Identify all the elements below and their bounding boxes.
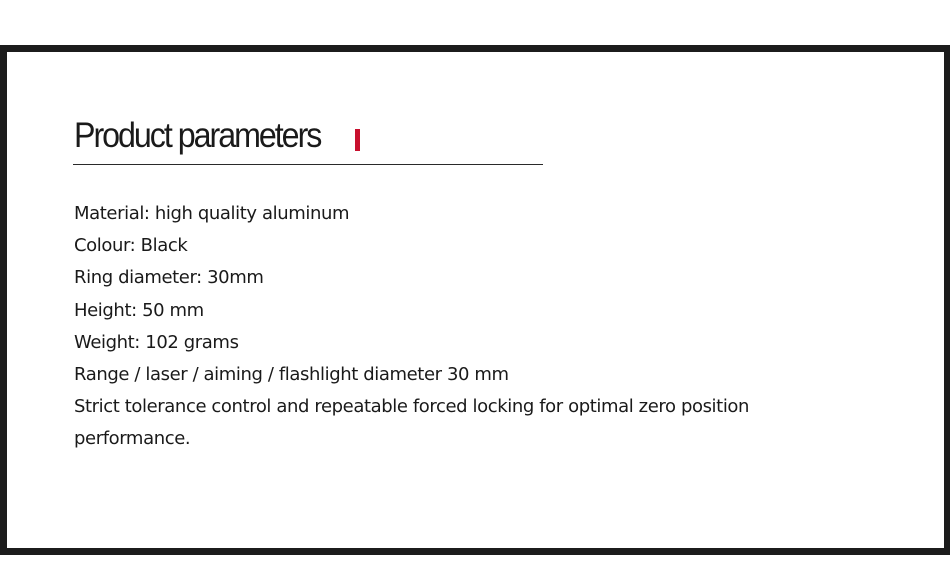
spec-description-continued: performance. bbox=[74, 428, 191, 450]
spec-description: Strict tolerance control and repeatable forced locking for optimal zero position bbox=[74, 396, 750, 418]
section-title: Product parameters bbox=[74, 116, 321, 155]
product-parameters-panel bbox=[0, 45, 950, 555]
spec-colour: Colour: Black bbox=[74, 235, 188, 257]
title-accent-bar bbox=[355, 129, 360, 151]
section-heading bbox=[73, 112, 543, 165]
spec-weight: Weight: 102 grams bbox=[74, 331, 239, 353]
spec-compatibility: Range / laser / aiming / flashlight diameter 30 mm bbox=[74, 363, 509, 385]
spec-material: Material: high quality aluminum bbox=[74, 203, 350, 224]
spec-ring-diameter: Ring diameter: 30mm bbox=[74, 267, 264, 289]
spec-height: Height: 50 mm bbox=[74, 299, 204, 321]
spec-list bbox=[74, 198, 749, 456]
